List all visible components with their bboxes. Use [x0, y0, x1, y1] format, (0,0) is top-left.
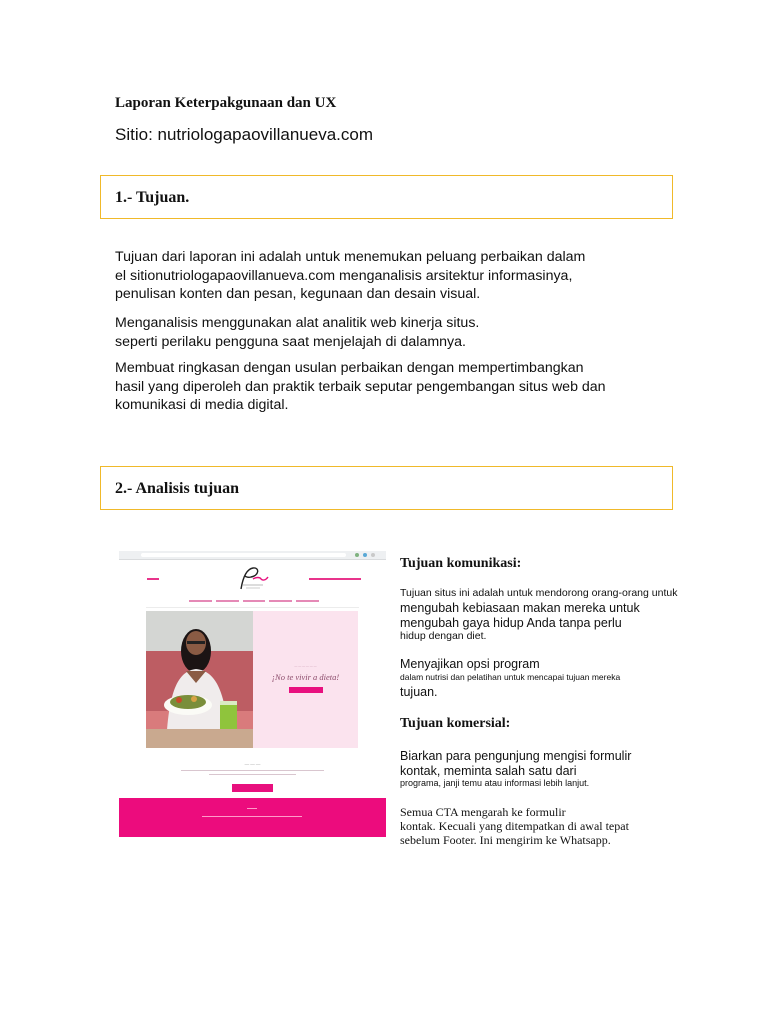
commercial-goal-line: Semua CTA mengarah ke formulir — [400, 805, 566, 819]
about-heading: — — — — [244, 761, 261, 766]
communication-goal-line: mengubah kebiasaan makan mereka untuk — [400, 601, 640, 615]
report-title: Laporan Keterpakgunaan dan UX — [115, 95, 337, 111]
section-box-objectives — [100, 175, 673, 219]
communication-goal-line: Tujuan situs ini adalah untuk mendorong orang-orang untuk — [400, 587, 678, 599]
section-heading-goal-analysis: 2.- Analisis tujuan — [115, 480, 240, 497]
paragraph-line: Tujuan dari laporan ini adalah untuk menemukan peluang perbaikan dalam — [115, 249, 586, 265]
commercial-goal-line: sebelum Footer. Ini mengirim ke Whatsapp. — [400, 833, 611, 847]
hero-headline: ¡No te vivir a dieta! — [271, 672, 340, 682]
extension-icon — [363, 553, 367, 557]
paragraph-objective-1 — [115, 248, 675, 304]
communication-goal-line: dalam nutrisi dan pelatihan untuk mencapai tujuan mereka — [400, 672, 621, 682]
communication-goal-line: tujuan. — [400, 685, 438, 699]
communication-goal-line: Menyajikan opsi program — [400, 657, 540, 671]
text-line — [209, 774, 296, 775]
website-screenshot — [119, 551, 386, 837]
paragraph-line: penulisan konten dan pesan, kegunaan dan desain visual. — [115, 286, 481, 302]
social-link — [309, 578, 361, 580]
about-cta-button — [232, 784, 273, 792]
section-heading-objectives: 1.- Tujuan. — [115, 189, 190, 206]
nav-divider — [146, 607, 359, 608]
communication-goals-title: Tujuan komunikasi: — [400, 556, 522, 571]
paragraph-line: Menganalisis menggunakan alat analitik web kinerja situs. — [115, 315, 480, 331]
paragraph-objective-2 — [115, 314, 675, 351]
site-url: Sitio: nutriologapaovillanueva.com — [115, 125, 373, 144]
phone-link — [147, 578, 159, 580]
site-nav — [189, 600, 319, 605]
paragraph-line: hasil yang diperoleh dan praktik terbaik seputar pengembangan situs web dan — [115, 378, 606, 395]
menu-icon — [371, 553, 375, 557]
browser-bar — [119, 551, 386, 560]
paragraph-objective-3 — [115, 359, 675, 415]
commercial-goal-line: Biarkan para pengunjung mengisi formulir — [400, 749, 632, 763]
paragraph-line: komunikasi di media digital. — [115, 397, 289, 413]
commercial-goals-title: Tujuan komersial: — [400, 716, 511, 731]
paragraph-line: el sitionutriologapaovillanueva.com menganalisis arsitektur informasinya, — [115, 267, 573, 284]
address-bar — [141, 553, 346, 557]
communication-goal-line: mengubah gaya hidup Anda tanpa perlu — [400, 616, 622, 630]
hero-cta-button — [289, 687, 323, 693]
commercial-goal-line: programa, janji temu atau informasi lebih lanjut. — [400, 778, 590, 788]
section-box-goal-analysis — [100, 466, 673, 510]
commercial-goal-line: kontak. Kecuali yang ditempatkan di awal tepat — [400, 819, 629, 833]
commercial-goal-line: kontak, meminta salah satu dari — [400, 764, 577, 778]
hero-panel — [253, 611, 358, 748]
communication-goal-line: hidup dengan diet. — [400, 630, 487, 642]
text-line — [181, 770, 324, 771]
brand-logo — [233, 565, 273, 593]
extension-icon — [355, 553, 359, 557]
hero-photo — [146, 611, 253, 748]
site-footer — [119, 798, 386, 837]
paragraph-line: Membuat ringkasan dengan usulan perbaikan dengan mempertimbangkan — [115, 360, 584, 376]
paragraph-line: seperti perilaku pengguna saat menjelajah di dalamnya. — [115, 333, 466, 350]
hero-tagline: — — — — — — — [294, 664, 317, 668]
